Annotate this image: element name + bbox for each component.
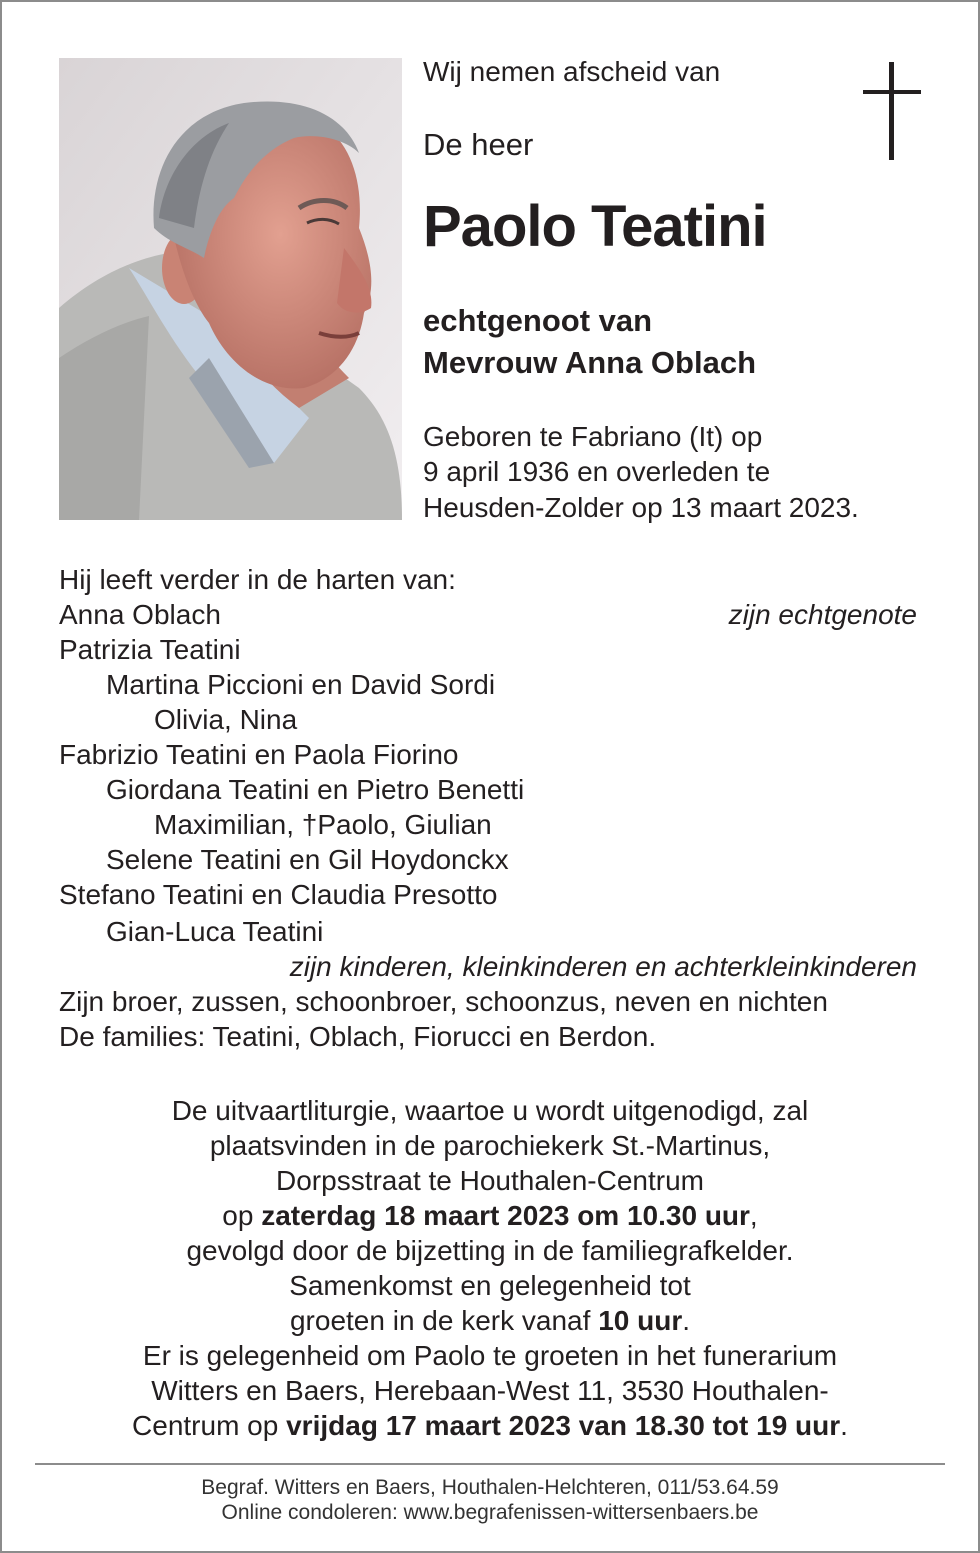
spouse-line-2: Mevrouw Anna Oblach [423,345,757,380]
survivor-line: Selene Teatini en Gil Hoydonckx [106,844,509,875]
funeral-line: Er is gelegenheid om Paolo te groeten in het funerarium [142,1340,838,1371]
portrait-photo [59,58,402,520]
birth-line: Geboren te Fabriano (It) op [423,421,763,452]
funeral-line: gevolgd door de bijzetting in de familiegrafkelder. [186,1235,794,1266]
cross-icon [863,62,923,160]
footer-divider [35,1463,945,1465]
funeral-line: Samenkomst en gelegenheid tot [289,1270,691,1301]
families-line: De families: Teatini, Oblach, Fiorucci en Berdon. [59,1021,657,1052]
funeral-line: De uitvaartliturgie, waartoe u wordt uitgenodigd, zal [171,1095,809,1126]
birth-line: Heusden-Zolder op 13 maart 2023. [423,492,859,523]
survivor-line: Stefano Teatini en Claudia Presotto [59,879,498,910]
deceased-name: Paolo Teatini [423,194,767,259]
siblings-line: Zijn broer, zussen, schoonbroer, schoonzus, neven en nichten [59,986,828,1017]
intro-text: Wij nemen afscheid van [423,56,721,87]
wife-relation: zijn echtgenote [728,599,917,630]
survivor-line: Patrizia Teatini [59,634,241,665]
gathering-line: groeten in de kerk vanaf 10 uur. [289,1305,690,1336]
funeral-date-line: op zaterdag 18 maart 2023 om 10.30 uur, [222,1200,758,1231]
visitation-time: vrijdag 17 maart 2023 van 18.30 tot 19 uur [286,1410,841,1441]
salutation: De heer [423,127,534,162]
survivor-line: Martina Piccioni en David Sordi [106,669,496,700]
funeral-line: Witters en Baers, Herebaan-West 11, 3530 Houthalen- [151,1375,829,1406]
funeral-line: plaatsvinden in de parochiekerk St.-Martinus, [209,1130,771,1161]
condolence-link[interactable]: Online condoleren: www.begrafenissen-wittersenbaers.be [221,1501,759,1524]
funeral-date: zaterdag 18 maart 2023 om 10.30 uur [261,1200,750,1231]
survivor-line: Gian-Luca Teatini [106,916,324,947]
wife-name: Anna Oblach [59,599,221,630]
funeral-line: Dorpsstraat te Houthalen-Centrum [276,1165,704,1196]
funeral-details [40,1093,940,1443]
undertaker-line: Begraf. Witters en Baers, Houthalen-Helchteren, 011/53.64.59 [201,1476,779,1499]
survivor-line: Olivia, Nina [154,704,298,735]
survivors-intro: Hij leeft verder in de harten van: [59,564,456,595]
survivor-line: Fabrizio Teatini en Paola Fiorino [59,739,459,770]
birth-line: 9 april 1936 en overleden te [423,456,771,487]
gathering-time: 10 uur [598,1305,683,1336]
children-relation: zijn kinderen, kleinkinderen en achterkleinkinderen [289,951,917,982]
spouse-line-1: echtgenoot van [423,303,653,338]
visitation-line: Centrum op vrijdag 17 maart 2023 van 18.30 tot 19 uur. [132,1410,848,1441]
survivor-line: Giordana Teatini en Pietro Benetti [106,774,525,805]
survivor-line: Maximilian, †Paolo, Giulian [154,809,492,840]
